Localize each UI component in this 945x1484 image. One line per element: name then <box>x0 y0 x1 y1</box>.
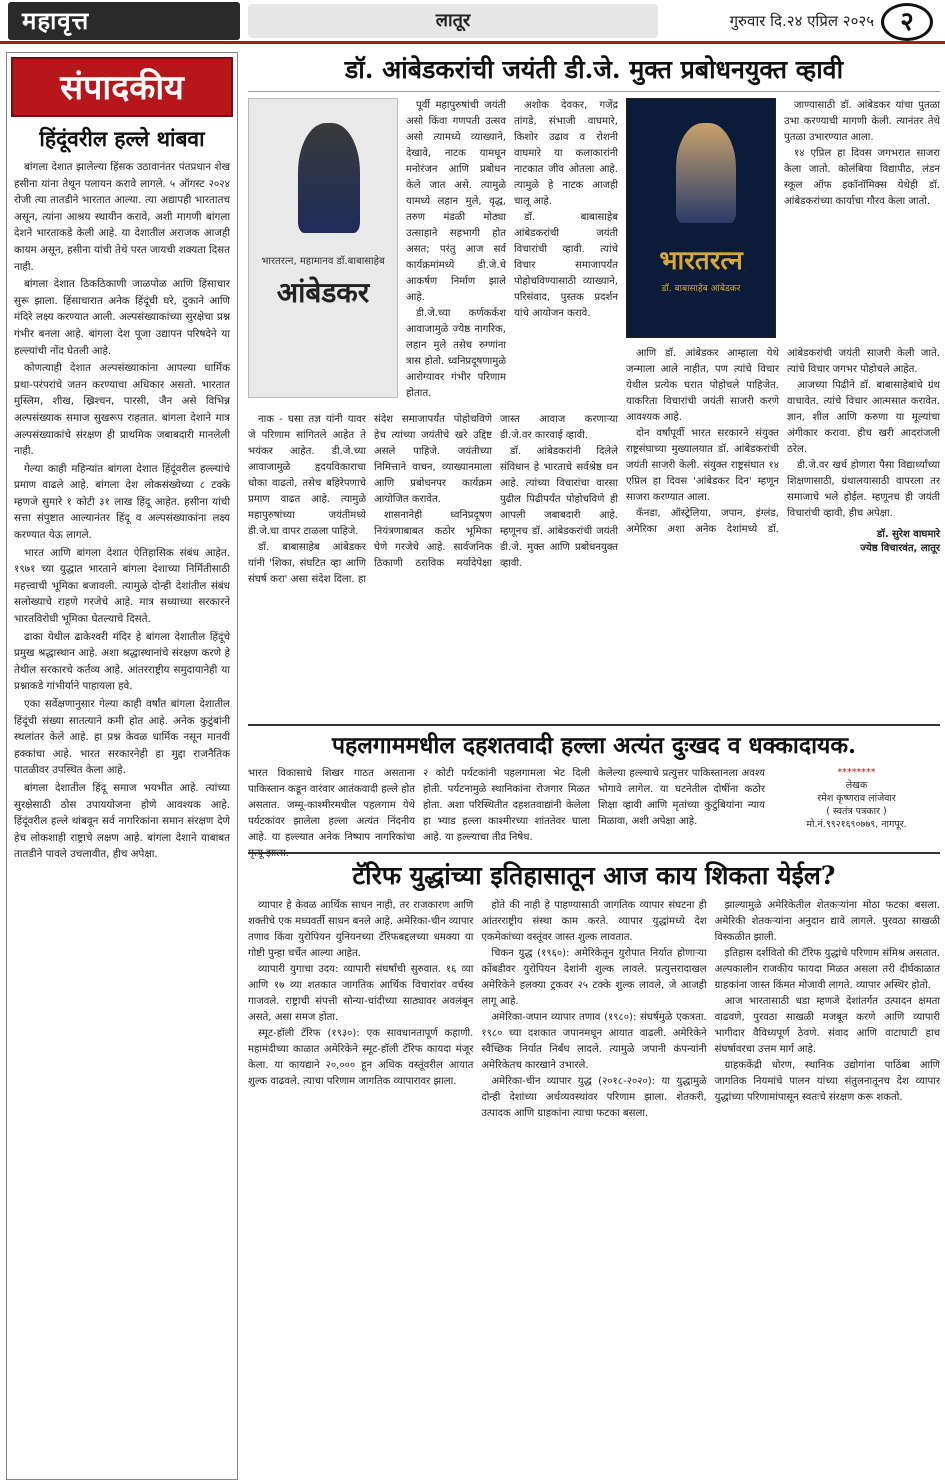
story-column <box>626 346 940 718</box>
story-paragraph: अमेरिका-चीन व्यापार युद्ध (२०१८-२०२०): या युद्धामुळे दोन्ही देशांच्या अर्थव्यवस्थांवर परिणाम झाला. शेतकरी, उत्पादक आणि ग्राहकांना त्याचा फटका बसला. <box>481 1076 707 1119</box>
story-paragraph: शासनानेही ध्वनिप्रदूषण नियंत्रणाबाबत कठोर भूमिका घेणे गरजेचे आहे. सार्वजनिक ठिकाणी ठराविक मर्यादेपेक्षा जास्त आवाज करणाऱ्या डी.जे.वर कारवाई व्हावी. <box>374 414 618 569</box>
story-ambedkar-jayanti <box>248 48 940 720</box>
story-paragraph: कॅनडा, ऑस्ट्रेलिया, जपान, इंग्लंड, अमेरिका अशा अनेक देशांमध्ये डॉ. आंबेडकरांची जयंती साजरी केली जाते. त्यांचे विचार जगभर पोहोचले आहेत. <box>626 348 940 535</box>
story-column: भारत विकासाचे शिखर गाठत असताना पाकिस्तान कडून वारंवार आतंकवादी हल्ले होत असतात. जम्मू-काश्मीरमधील पहलगाम येथे पर्यटकांवर झालेला हल्ला अत्यंत निंदनीय आहे. या हल्ल्यात अनेक निष्पाप नागरिकांचा मृत्यू झाला. <box>248 768 415 859</box>
story-paragraph: डॉ. बाबासाहेब आंबेडकरांची जयंती विचारांची व्हावी. त्यांचे विचार समाजापर्यंत पोहोचविण्यासाठी व्याख्याने, परिसंवाद, पुस्तक प्रदर्शन यांचे आयोजन करावे. <box>514 212 618 319</box>
story-column <box>481 898 706 1476</box>
story-paragraph: अशोक देवकर, गजेंद्र तांगडे, संभाजी वाघमारे, किशोर उढाव व रोशनी वाघमारे या कलाकारांनी नाटकात जीव ओतला आहे. त्यामुळे हे नाटक आजही चालू आहे. <box>514 100 618 207</box>
story-pahalgam <box>248 724 940 859</box>
story-paragraph: डॉ. बाबासाहेब आंबेडकर यांनी 'शिका, संघटित व्हा आणि संघर्ष करा' असा संदेश दिला. हा संदेश समाजापर्यंत पोहोचविणे हेच त्यांच्या जयंतीचे खरे उद्दिष्ट असले पाहिजे. जयंतीच्या निमित्ताने वाचन, व्याख्यानमाला आणि प्रबोधनपर कार्यक्रम आयोजित करावेत. <box>248 414 492 585</box>
author-title: ज्येष्ठ विचारवंत, लातूर <box>860 543 940 554</box>
story-column <box>406 98 506 406</box>
editorial-column <box>6 52 238 1480</box>
book-cover-title: आंबेडकर <box>276 276 370 309</box>
story-paragraph: डी.जे.च्या कर्णकर्कश आवाजामुळे ज्येष्ठ नागरिक, लहान मुले तसेच रुग्णांना त्रास होतो. ध्वनिप्रदूषणामुळे आरोग्यावर गंभीर परिणाम होतात. <box>406 308 506 399</box>
story-paragraph: अमेरिका-जपान व्यापार तणाव (१९८०): संघर्षमुळे एकत्रता. १९८० च्या दशकात जपानमधून आयात वाढली. अमेरिकेने स्वैच्छिक निर्यात निर्बंध लादले. त्यामुळे जपानी कंपन्यांनी अमेरिकेतच कारखाने उभारले. <box>481 1012 707 1071</box>
city-label: लातूर <box>248 4 658 38</box>
editorial-paragraph: भारत आणि बांगला देशात ऐतिहासिक संबंध आहेत. १९७१ च्या युद्धात भारताने बांगला देशाच्या निर्मितीसाठी महत्त्वाची भूमिका बजावली. त्यामुळे दोन्ही देशांतील संबंध सलोख्याचे राहणे गरजेचे आहे. मात्र सध्याच्या सरकारने भारतविरोधी भूमिका घेतल्याचे दिसते. <box>14 546 230 626</box>
story-headline: टॅरिफ युद्धांच्या इतिहासातून आज काय शिकता येईल? <box>352 861 836 890</box>
page-header <box>0 0 945 44</box>
book-cover-image <box>248 98 398 398</box>
byline-stars: ******** <box>837 767 876 778</box>
story-column <box>715 898 940 1476</box>
story-column <box>248 898 473 1476</box>
story-paragraph: आणि डॉ. आंबेडकर आम्हाला येथे जन्माला आले नाहीत, पण त्यांचे विचार येथील प्रत्येक घरात पोहोचले पाहिजेत. याकरिता विचारांची जयंती साजरी करणे आवश्यक आहे. <box>626 348 779 423</box>
byline-role: ( स्वतंत्र पत्रकार ) <box>826 806 887 817</box>
editorial-paragraph: गेल्या काही महिन्यांत बांगला देशात हिंदूंवरील हल्ल्यांचे प्रमाण वाढले आहे. बांगला देश लोकसंख्येच्या ८ टक्के म्हणजे सुमारे १ कोटी ३१ लाख हिंदू आहेत. हसीना यांची सत्ता संपुष्टात आल्यानंतर हिंदू व अल्पसंख्याकांना लक्ष्य करण्यात येऊ लागले. <box>14 462 230 542</box>
editorial-title: हिंदूंवरील हल्ले थांबवा <box>39 126 205 151</box>
page-number: २ <box>881 3 933 41</box>
editorial-paragraph: कोणत्याही देशात अल्पसंख्याकांना आपल्या धार्मिक प्रथा-परंपरांचे जतन करण्याचा अधिकार असतो. भारतात मुस्लिम, शीख, ख्रिश्चन, पारसी, जैन असे विभिन्न अल्पसंख्याक समाज सुखरूप राहतात. बांगला देशाने मात्र अल्पसंख्याकांचे संरक्षण ही प्राथमिक जबाबदारी मानलेली नाही. <box>14 362 230 458</box>
byline-label: लेखक <box>845 780 868 791</box>
book-cover-subtitle: भारतरत्न, महामानव डॉ.बाबासाहेब <box>261 256 385 267</box>
story-column <box>514 98 618 406</box>
portrait-figure <box>676 123 736 223</box>
story-paragraph: स्मूट-हॉली टॅरिफ (१९३०): एक सावधानतापूर्ण कहाणी. महामंदीच्या काळात अमेरिकेने स्मूट-हॉली टॅरिफ कायदा मंजूर केला. या कायद्याने २०,००० हून अधिक वस्तूंवरील आयात शुल्क वाढवले. त्याचा परिणाम जागतिक व्यापारावर झाला. <box>248 1028 474 1087</box>
editorial-banner: संपादकीय <box>11 57 233 117</box>
story-paragraph: दोन वर्षांपूर्वी भारत सरकारने संयुक्त राष्ट्रसंघाच्या मुख्यालयात डॉ. आंबेडकरांची जयंती साजरी केली. संयुक्त राष्ट्रसंघात १४ एप्रिल हा दिवस 'आंबेडकर दिन' म्हणून साजरा करण्यात आला. <box>626 428 779 503</box>
editorial-paragraph: बांगला देशात ठिकठिकाणी जाळपोळ आणि हिंसाचार सुरू झाला. हिंसाचारात अनेक हिंदूंची घरे, दुकाने आणि मंदिरे लक्ष्य करण्यात आली. अल्पसंख्याकांच्या सुरक्षेचा प्रश्न गंभीर बनला आहे. बांगला देश पूजा उद्यापन परिषदेने या हल्ल्यांची नोंद घेतली आहे. <box>14 278 230 357</box>
author-byline <box>773 766 940 842</box>
editorial-paragraph: बांगला देशात झालेल्या हिंसक उठावानंतर पंतप्रधान शेख हसीना यांना तेथून पलायन करावे लागले. ५ ऑगस्ट २०२४ रोजी त्या तातडीने भारतात आल्या. त्या अद्यापही भारतातच असून, त्यांना आश्रय स्थायीन करावे, अशी मागणी बांगला देशने भारताकडे केली आहे. या देशातील अराजक आजही कायम असून, हसीना यांची तेथे परत जायची शक्यता दिसत नाही. <box>14 161 230 273</box>
story-paragraph: आज भारतासाठी धडा म्हणजे देशांतर्गत उत्पादन क्षमता वाढवणे, पुरवठा साखळी मजबूत करणे आणि व्यापारी भागीदार वैविध्यपूर्ण ठेवणे. संवाद आणि वाटाघाटी हाच संघर्षावरचा उत्तम मार्ग आहे. <box>714 996 940 1055</box>
story-column: २ कोटी पर्यटकांनी पहलगामला भेट दिली होती. पर्यटनामुळे स्थानिकांना रोजगार मिळत होता. अशा परिस्थितीत दहशतवाद्यांनी केलेला हा भ्याड हल्ला काश्मीरच्या शांततेवर घाला आहे. या हल्ल्याचा तीव्र निषेध. <box>423 768 590 843</box>
story-column <box>784 98 940 338</box>
editorial-body <box>7 159 237 863</box>
story-paragraph: आजच्या पिढीने डॉ. बाबासाहेबांचे ग्रंथ वाचावेत. त्यांचे विचार आत्मसात करावेत. ज्ञान, शील आणि करुणा या मूल्यांचा अंगीकार करावा. हीच खरी आदरांजली ठरेल. <box>787 380 940 455</box>
story-paragraph: इतिहास दर्शवितो की टॅरिफ युद्धांचे परिणाम संमिश्र असतात. अल्पकालीन राजकीय फायदा मिळत असला तरी दीर्घकाळात ग्राहकांना जास्त किंमत मोजावी लागते. व्यापार अस्थिर होतो. <box>714 948 940 991</box>
editorial-paragraph: ढाका येथील ढाकेश्वरी मंदिर हे बांगला देशातील हिंदूंचे प्रमुख श्रद्धास्थान आहे. अशा श्रद्धास्थानांचे संरक्षण करणे हे तेथील सरकारचे कर्तव्य आहे. आंतरराष्ट्रीय समुदायानेही या प्रश्नाकडे गांभीर्याने पाहायला हवे. <box>14 630 230 693</box>
story-column: केलेल्या हल्ल्याचे प्रत्युत्तर पाकिस्तानला अवश्य भोगावे लागेल. या घटनेतील दोषींना कठोर शिक्षा व्हावी आणि मृतांच्या कुटुंबियांना न्याय मिळावा, अशी अपेक्षा आहे. <box>598 768 765 827</box>
story-paragraph: डॉ. आंबेडकरांनी दिलेले संविधान हे भारताचे सर्वश्रेष्ठ धन आहे. त्यांच्या विचारांचा वारसा पुढील पिढीपर्यंत पोहोचविणे ही आपली जबाबदारी आहे. म्हणूनच डॉ. आंबेडकरांची जयंती डी.जे. मुक्त आणि प्रबोधनयुक्त व्हावी. <box>500 446 618 569</box>
story-headline: पहलगाममधील दहशतवादी हल्ला अत्यंत दुःखद व धक्कादायक. <box>331 732 857 759</box>
dateline: गुरुवार दि.२४ एप्रिल २०२५ <box>729 12 874 30</box>
story-tariff-wars <box>248 852 940 1480</box>
bharatratna-book-image <box>626 98 776 338</box>
story-paragraph: व्यापार हे केवळ आर्थिक साधन नाही, तर राजकारण आणि शक्तीचे एक मध्यवर्ती साधन बनले आहे. अमेरिका-चीन व्यापार तणाव किंवा युरोपियन युनियनच्या टॅरिफबद्दलच्या धमक्या या गोष्टी पुन्हा चर्चेत आल्या आहेत. <box>248 900 474 959</box>
byline-name: रमेश कृष्णराव लांजेवार <box>817 793 896 804</box>
story-column <box>248 412 618 718</box>
story-paragraph: डी.जे.वर खर्च होणारा पैसा विद्यार्थ्यांच्या शिक्षणासाठी, ग्रंथालयासाठी वापरला तर समाजाचे भले होईल. म्हणूनच ही जयंती विचारांची व्हावी, हीच अपेक्षा. <box>787 460 940 519</box>
author-signoff <box>787 528 940 556</box>
story-paragraph: नाक - घसा तज्ञ यांनी यावर जे परिणाम सांगितले आहेत ते भयंकर आहेत. डी.जे.च्या आवाजामुळे हृदयविकाराचा धोका वाढतो, तसेच बहिरेपणाचे प्रमाण वाढत आहे. त्यामुळे महापुरुषांच्या जयंतीमध्ये डी.जे.चा वापर टाळला पाहिजे. <box>248 414 366 537</box>
story-paragraph: व्यापारी युगाचा उदय: व्यापारी संघर्षांची सुरुवात. १६ व्या आणि १७ व्या शतकात जागतिक आर्थिक विचारांवर वर्चस्व गाजवले. राष्ट्राची संपत्ती सोन्या-चांदीच्या साठ्यावर अवलंबून असते, असा समज होता. <box>248 964 474 1023</box>
portrait-figure <box>298 123 360 233</box>
masthead: महावृत्त <box>8 2 240 40</box>
story-paragraph: ग्राहककेंद्री धोरण, स्थानिक उद्योगांना पाठिंबा आणि जागतिक नियमांचे पालन यांच्या संतुलनातूनच देश व्यापार युद्धांच्या परिणामांपासून स्वतःचे संरक्षण करू शकतो. <box>714 1060 940 1103</box>
story-paragraph: झाल्यामुळे अमेरिकेतील शेतकऱ्यांना मोठा फटका बसला. अमेरिकी शेतकऱ्यांना अनुदान द्यावे लागले. पुरवठा साखळी विस्कळीत झाली. <box>714 900 940 943</box>
story-headline: डॉ. आंबेडकरांची जयंती डी.जे. मुक्त प्रबोधनयुक्त व्हावी <box>248 48 940 92</box>
author-name: डॉ. सुरेश वाघमारे <box>876 529 940 540</box>
story-paragraph: १४ एप्रिल हा दिवस जगभरात साजरा केला जातो. कोलंबिया विद्यापीठ, लंडन स्कूल ऑफ इकॉनॉमिक्स येथेही डॉ. आंबेडकरांच्या कार्याचा गौरव केला जातो. <box>784 148 940 207</box>
story-paragraph: जाण्यासाठी डॉ. आंबेडकर यांचा पुतळा उभा करण्याची मागणी केली. त्यानंतर तेथे पुतळा उभारण्यात आला. <box>784 100 940 143</box>
story-paragraph: चिकन युद्ध (१९६०): अमेरिकेतून युरोपात निर्यात होणाऱ्या कोंबडीवर युरोपियन देशांनी शुल्क लावले. प्रत्युत्तरादाखल अमेरिकेने हलक्या ट्रकवर २५ टक्के शुल्क लावले, जे आजही लागू आहे. <box>481 948 707 1007</box>
book-cover-title: भारतरत्न <box>659 246 743 276</box>
editorial-paragraph: बांगला देशातील हिंदू समाज भयभीत आहे. त्यांच्या सुरक्षेसाठी ठोस उपाययोजना होणे आवश्यक आहे. हिंदूंवरील हल्ले थांबवून सर्व नागरिकांना समान संरक्षण देणे हेच लोकशाही राष्ट्राचे लक्षण आहे. बांगला देशाने याबाबत तातडीने पावले उचलावीत, हीच अपेक्षा. <box>14 781 230 861</box>
byline-phone: मो.नं.९९२१६९०७७९, नागपूर. <box>806 819 907 830</box>
editorial-paragraph: एका सर्वेक्षणानुसार गेल्या काही वर्षांत बांगला देशातील हिंदूंची संख्या सातत्याने कमी होत आहे. अनेक कुटुंबांनी स्थलांतर केले आहे. हा प्रश्न केवळ धार्मिक नसून मानवी हक्कांचा आहे. भारत सरकारनेही हा मुद्दा राजनैतिक पातळीवर उपस्थित केला आहे. <box>14 698 230 777</box>
story-paragraph: पूर्वी महापुरुषांची जयंती असो किंवा गणपती उत्सव असो त्यामध्ये व्याख्याने, देखावे, नाटक यामधून मनोरंजन आणि प्रबोधन केले जात असे. त्यामुळे यामध्ये लहान मुले, वृद्ध, तरुण मंडळी मोठ्या उत्साहाने सहभागी होत असत; परंतु आज सर्व कार्यक्रमांमध्ये डी.जे.चे आकर्षण निर्माण झाले आहे. <box>406 100 506 303</box>
book-cover-subtitle: डॉ. बाबासाहेब आंबेडकर <box>661 284 741 294</box>
story-paragraph: होते की नाही हे पाहण्यासाठी जागतिक व्यापार संघटना ही आंतरराष्ट्रीय संस्था काम करते. व्यापार युद्धांमध्ये देश एकमेकांच्या वस्तूंवर जास्त शुल्क लावतात. <box>481 900 707 943</box>
